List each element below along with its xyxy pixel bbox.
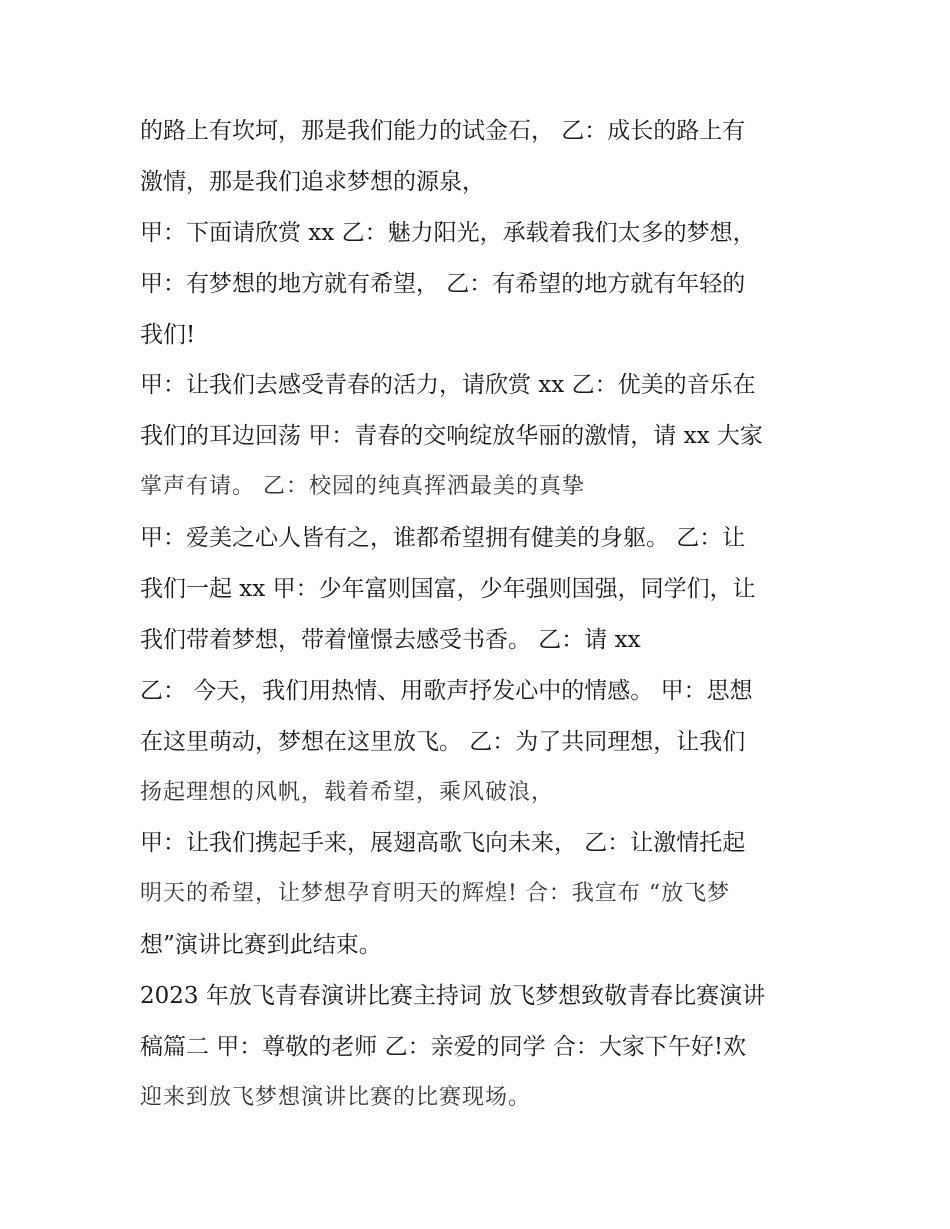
text-line: 迎来到放飞梦想演讲比赛的比赛现场。 [140,1084,532,1110]
text-line: 甲：爱美之心人皆有之，谁都希望拥有健美的身躯。 乙：让 [140,525,746,552]
text-line: 明天的希望，让梦想孕育明天的辉煌! 合：我宣布 “放飞梦 [140,881,731,907]
text-line: 掌声有请。 乙：校园的纯真挥洒最美的真挚 [140,474,585,500]
document-body [140,106,820,1124]
text-line: 我们一起 xx 甲：少年富则国富，少年强则国强，同学们，让 [140,576,756,603]
text-line: 稿篇二 甲：尊敬的老师 乙：亲爱的同学 合：大家下午好!欢 [140,1034,747,1061]
text-line: 2023 年放飞青春演讲比赛主持词 放飞梦想致敬青春比赛演讲 [140,983,766,1010]
text-line: 扬起理想的风帆，载着希望，乘风破浪， [140,779,555,805]
text-line: 我们! [140,321,196,348]
text-line: 甲：下面请欣赏 xx 乙：魅力阳光，承载着我们太多的梦想， [140,219,756,246]
text-line: 我们的耳边回荡 甲：青春的交响绽放华丽的激情，请 xx 大家 [140,423,763,450]
text-line: 激情，那是我们追求梦想的源泉， [140,168,485,195]
text-line: 在这里萌动，梦想在这里放飞。 乙：为了共同理想，让我们 [140,728,746,755]
text-line: 的路上有坎坷，那是我们能力的试金石， 乙：成长的路上有 [140,118,746,144]
text-line: 甲：让我们去感受青春的活力，请欣赏 xx 乙：优美的音乐在 [140,372,756,399]
text-line: 乙： 今天，我们用热情、用歌声抒发心中的情感。 甲：思想 [140,677,753,704]
text-line: 甲：有梦想的地方就有希望， 乙：有希望的地方就有年轻的 [140,270,746,297]
text-line: 想”演讲比赛到此结束。 [140,932,382,959]
text-line: 甲：让我们携起手来，展翅高歌飞向未来， 乙：让激情托起 [140,830,746,857]
text-line: 我们带着梦想，带着憧憬去感受书香。 乙：请 xx [140,626,641,653]
